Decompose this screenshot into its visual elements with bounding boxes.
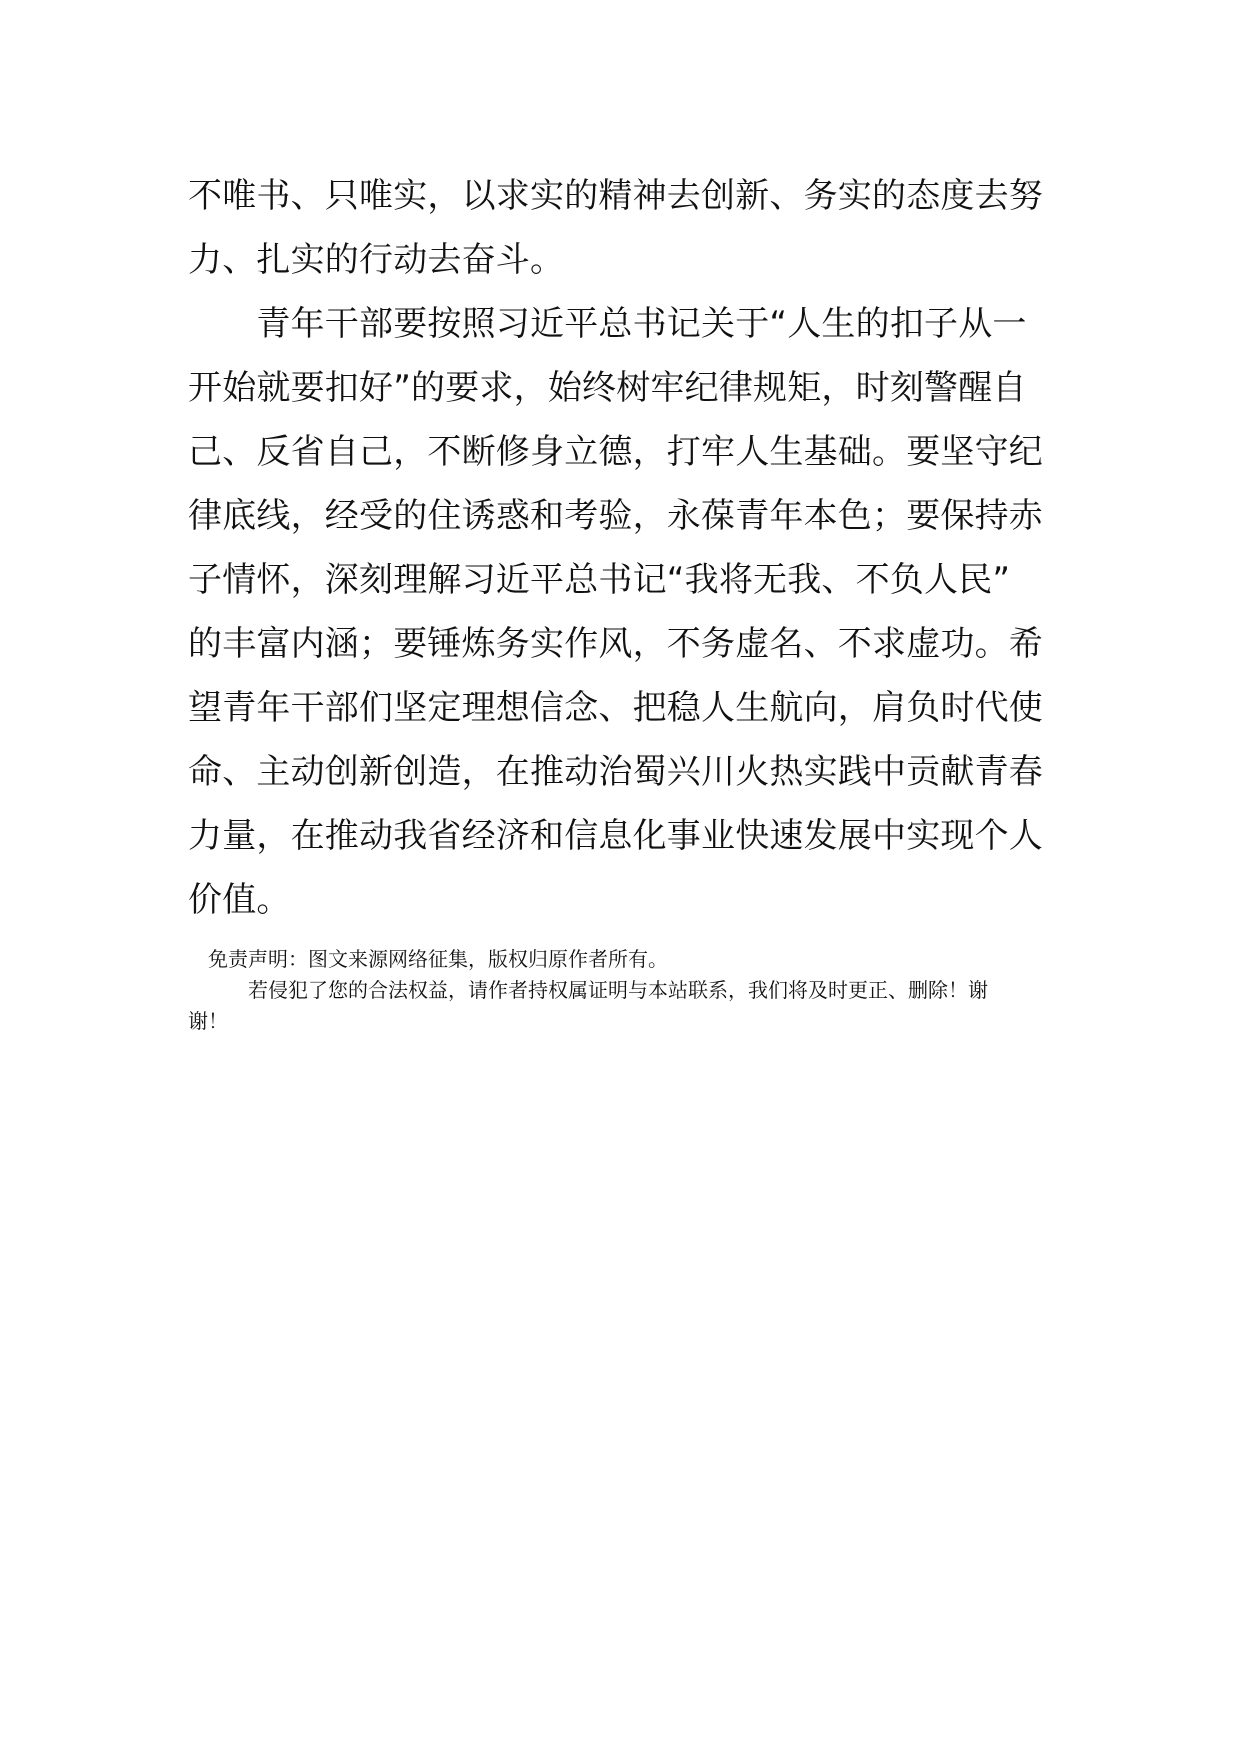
body-line: 望青年干部们坚定理想信念、把稳人生航向，肩负时代使 bbox=[188, 688, 1043, 728]
body-line: 开始就要扣好”的要求，始终树牢纪律规矩，时刻警醒自 bbox=[188, 368, 1027, 408]
body-line: 不唯书、只唯实，以求实的精神去创新、务实的态度去努 bbox=[188, 176, 1043, 216]
disclaimer bbox=[188, 944, 1058, 1037]
body-line: 价值。 bbox=[188, 880, 291, 920]
body-line: 力量，在推动我省经济和信息化事业快速发展中实现个人 bbox=[188, 816, 1043, 856]
body-line: 子情怀，深刻理解习近平总书记“我将无我、不负人民” bbox=[188, 560, 1011, 600]
disclaimer-line: 若侵犯了您的合法权益，请作者持权属证明与本站联系，我们将及时更正、删除！谢 bbox=[188, 978, 988, 1002]
body-line: 命、主动创新创造，在推动治蜀兴川火热实践中贡献青春 bbox=[188, 752, 1043, 792]
body-line: 律底线，经受的住诱惑和考验，永葆青年本色；要保持赤 bbox=[188, 496, 1043, 536]
body-line: 力、扎实的行动去奋斗。 bbox=[188, 240, 565, 280]
body-line: 的丰富内涵；要锤炼务实作风，不务虚名、不求虚功。希 bbox=[188, 624, 1043, 664]
body-line: 青年干部要按照习近平总书记关于“人生的扣子从一 bbox=[188, 304, 1027, 344]
disclaimer-line: 谢！ bbox=[188, 1009, 228, 1033]
disclaimer-line: 免责声明：图文来源网络征集，版权归原作者所有。 bbox=[188, 947, 668, 971]
body-paragraphs bbox=[188, 164, 1058, 932]
body-line: 己、反省自己，不断修身立德，打牢人生基础。要坚守纪 bbox=[188, 432, 1043, 472]
